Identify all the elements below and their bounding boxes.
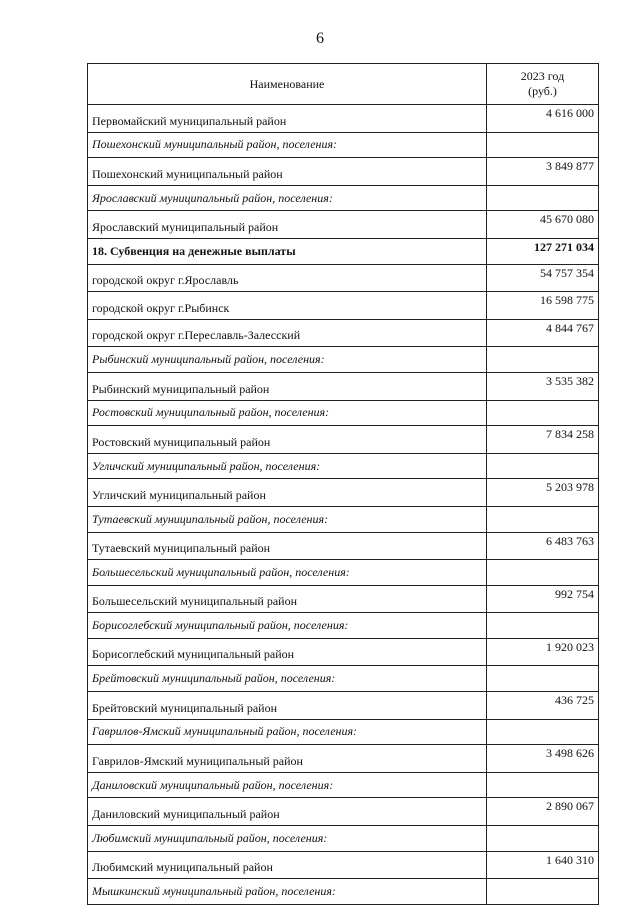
table-row xyxy=(88,479,599,507)
table-row xyxy=(88,585,599,613)
row-value xyxy=(487,400,599,426)
row-name: Брейтовский муниципальный район xyxy=(88,692,487,720)
row-name: Любимский муниципальный район, поселения: xyxy=(88,826,487,852)
table-row xyxy=(88,560,599,586)
row-value: 16 598 775 xyxy=(487,292,599,320)
row-value: 4 844 767 xyxy=(487,319,599,347)
row-name: Первомайский муниципальный район xyxy=(88,105,487,133)
header-year-line2: (руб.) xyxy=(528,84,557,98)
row-value xyxy=(487,879,599,905)
table-row xyxy=(88,238,599,264)
row-value: 3 535 382 xyxy=(487,372,599,400)
table-row xyxy=(88,292,599,320)
table-row xyxy=(88,638,599,666)
row-value xyxy=(487,506,599,532)
row-name: Ярославский муниципальный район, поселения: xyxy=(88,185,487,211)
table-row xyxy=(88,719,599,745)
row-value: 992 754 xyxy=(487,585,599,613)
row-value xyxy=(487,132,599,158)
row-value xyxy=(487,453,599,479)
table-row xyxy=(88,613,599,639)
header-name: Наименование xyxy=(88,64,487,105)
table-row xyxy=(88,372,599,400)
row-name: Даниловский муниципальный район xyxy=(88,798,487,826)
row-name: городской округ г.Рыбинск xyxy=(88,292,487,320)
row-value: 5 203 978 xyxy=(487,479,599,507)
row-name: городской округ г.Ярославль xyxy=(88,264,487,292)
row-name: Мышкинский муниципальный район, поселения: xyxy=(88,879,487,905)
row-name: Рыбинский муниципальный район xyxy=(88,372,487,400)
row-value xyxy=(487,560,599,586)
table-row xyxy=(88,400,599,426)
row-value: 54 757 354 xyxy=(487,264,599,292)
row-name: Тутаевский муниципальный район, поселения: xyxy=(88,506,487,532)
row-name: Большесельский муниципальный район, поселения: xyxy=(88,560,487,586)
table-row xyxy=(88,772,599,798)
table-row xyxy=(88,158,599,186)
page-number: 6 xyxy=(316,30,324,47)
table-row xyxy=(88,851,599,879)
table-row xyxy=(88,692,599,720)
row-value: 2 890 067 xyxy=(487,798,599,826)
row-name: Пошехонский муниципальный район xyxy=(88,158,487,186)
table-row xyxy=(88,745,599,773)
row-name: Гаврилов-Ямский муниципальный район, поселения: xyxy=(88,719,487,745)
row-value xyxy=(487,185,599,211)
table-header-row xyxy=(88,64,599,105)
row-value: 1 640 310 xyxy=(487,851,599,879)
table-row xyxy=(88,211,599,239)
table-row xyxy=(88,798,599,826)
header-year-line1: 2023 год xyxy=(520,69,565,83)
header-year xyxy=(487,64,599,105)
table-row xyxy=(88,319,599,347)
table-row xyxy=(88,532,599,560)
row-value: 45 670 080 xyxy=(487,211,599,239)
table-row xyxy=(88,506,599,532)
row-value: 436 725 xyxy=(487,692,599,720)
row-value xyxy=(487,772,599,798)
table-row xyxy=(88,347,599,373)
row-name: Ярославский муниципальный район xyxy=(88,211,487,239)
table-row xyxy=(88,264,599,292)
row-name: городской округ г.Переславль-Залесский xyxy=(88,319,487,347)
row-value xyxy=(487,826,599,852)
budget-table xyxy=(87,63,599,905)
row-value: 1 920 023 xyxy=(487,638,599,666)
row-name: Рыбинский муниципальный район, поселения: xyxy=(88,347,487,373)
row-name: Большесельский муниципальный район xyxy=(88,585,487,613)
row-name: Угличский муниципальный район xyxy=(88,479,487,507)
row-value: 7 834 258 xyxy=(487,426,599,454)
row-value xyxy=(487,613,599,639)
row-value xyxy=(487,347,599,373)
row-name: Угличский муниципальный район, поселения: xyxy=(88,453,487,479)
row-name: Гаврилов-Ямский муниципальный район xyxy=(88,745,487,773)
row-name: Ростовский муниципальный район xyxy=(88,426,487,454)
table-row xyxy=(88,879,599,905)
table-row xyxy=(88,105,599,133)
table-row xyxy=(88,826,599,852)
row-name: Ростовский муниципальный район, поселения: xyxy=(88,400,487,426)
row-name: Борисоглебский муниципальный район, поселения: xyxy=(88,613,487,639)
table-body xyxy=(88,105,599,905)
row-name: 18. Субвенция на денежные выплаты xyxy=(88,238,487,264)
row-name: Брейтовский муниципальный район, поселения: xyxy=(88,666,487,692)
row-name: Борисоглебский муниципальный район xyxy=(88,638,487,666)
row-name: Даниловский муниципальный район, поселения: xyxy=(88,772,487,798)
row-value: 3 498 626 xyxy=(487,745,599,773)
row-value xyxy=(487,666,599,692)
row-name: Тутаевский муниципальный район xyxy=(88,532,487,560)
table-row xyxy=(88,453,599,479)
table-row xyxy=(88,666,599,692)
row-value: 6 483 763 xyxy=(487,532,599,560)
table-row xyxy=(88,185,599,211)
row-value: 4 616 000 xyxy=(487,105,599,133)
row-value: 3 849 877 xyxy=(487,158,599,186)
row-name: Пошехонский муниципальный район, поселения: xyxy=(88,132,487,158)
row-value: 127 271 034 xyxy=(487,238,599,264)
table-row xyxy=(88,426,599,454)
table-row xyxy=(88,132,599,158)
row-value xyxy=(487,719,599,745)
row-name: Любимский муниципальный район xyxy=(88,851,487,879)
